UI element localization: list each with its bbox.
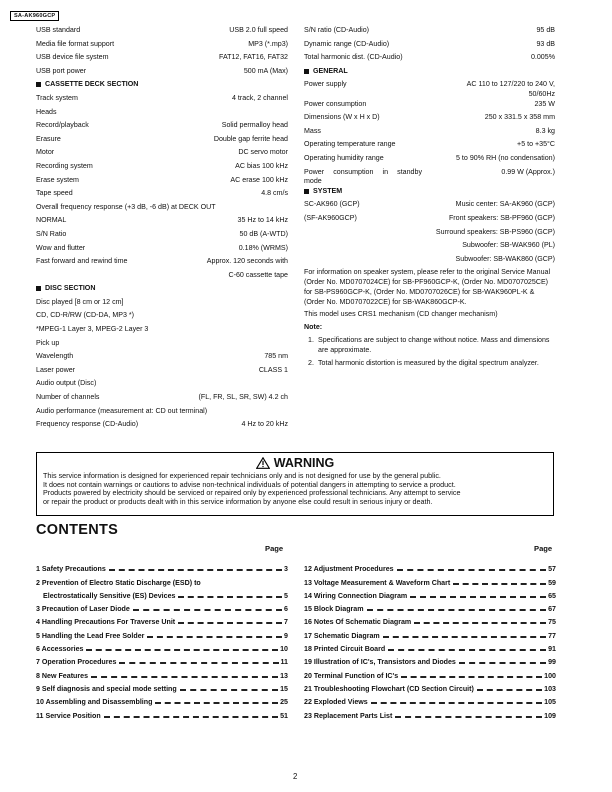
spec-row	[36, 216, 288, 230]
toc-entry-page: 67	[548, 605, 556, 614]
spec-label: NORMAL	[36, 216, 67, 225]
spec-value: 785 nm	[264, 352, 288, 361]
toc-entry[interactable]	[36, 613, 288, 626]
spec-row	[36, 176, 288, 190]
spec-row	[36, 135, 288, 149]
spec-label: S/N ratio (CD-Audio)	[304, 26, 370, 34]
toc-entry-title: 14 Wiring Connection Diagram	[304, 591, 408, 600]
spec-label: Wow and flutter	[36, 243, 86, 252]
spec-label: Fast forward and rewind time	[36, 257, 128, 266]
toc-leader	[367, 609, 547, 611]
section-heading	[36, 284, 288, 298]
toc-leader	[371, 702, 542, 704]
spec-row	[36, 420, 288, 434]
spec-value: 250 x 331.5 x 358 mm	[484, 113, 555, 122]
page-column-label-right: Page	[534, 544, 553, 553]
toc-entry-title: 8 New Features	[36, 671, 89, 680]
spec-value: Double gap ferrite head	[213, 134, 288, 143]
spec-label	[304, 168, 422, 187]
toc-entry[interactable]	[36, 600, 288, 613]
spec-value: 8.3 kg	[535, 126, 555, 135]
toc-entry[interactable]	[36, 573, 288, 586]
toc-leader	[383, 636, 546, 638]
toc-entry[interactable]	[36, 640, 288, 653]
toc-entry-page: 5	[284, 591, 288, 600]
note-title: Note:	[304, 323, 323, 332]
toc-leader	[178, 622, 282, 624]
spec-value: 4.8 cm/s	[261, 189, 288, 198]
toc-entry-page: 59	[548, 578, 556, 587]
spec-value: USB 2.0 full speed	[229, 26, 288, 34]
spec-label: USB standard	[36, 26, 81, 34]
toc-entry-page: 6	[284, 605, 288, 614]
spec-row	[36, 366, 288, 380]
toc-left	[36, 560, 288, 720]
section-heading	[304, 67, 555, 81]
toc-entry[interactable]	[304, 626, 556, 639]
spec-value: 0.005%	[530, 53, 555, 62]
toc-entry-title: 17 Schematic Diagram	[304, 631, 380, 640]
toc-entry-page: 7	[284, 618, 288, 627]
spec-value-line: AC 110 to 127/220 to 240 V,	[466, 80, 555, 89]
square-bullet-icon	[36, 82, 41, 87]
toc-leader	[178, 596, 282, 598]
toc-entry-title: Electrostatically Sensitive (ES) Devices	[43, 591, 176, 600]
spec-label: Total harmonic dist. (CD-Audio)	[304, 53, 403, 62]
spec-value: 93 dB	[536, 39, 555, 48]
toc-leader	[477, 689, 542, 691]
spec-label: Operating temperature range	[304, 140, 396, 149]
spec-value: Solid permalloy head	[221, 121, 288, 130]
spec-value: AC erase 100 kHz	[230, 175, 288, 184]
spec-row	[304, 100, 555, 114]
spec-row	[36, 230, 288, 244]
warning-triangle-icon	[256, 457, 270, 469]
note-item	[308, 336, 555, 356]
spec-row	[36, 53, 288, 67]
toc-entry-title: 3 Precaution of Laser Diode	[36, 605, 130, 614]
toc-leader	[180, 689, 278, 691]
spec-label: USB device file system	[36, 53, 109, 62]
spec-row	[304, 40, 555, 54]
toc-entry-page: 9	[284, 631, 288, 640]
toc-entry-title: 19 Illustration of IC's, Transistors and Diodes	[304, 658, 456, 667]
toc-entry-title: 11 Service Position	[36, 711, 101, 720]
spec-value: 95 dB	[536, 26, 555, 34]
note-text: Total harmonic distortion is measured by the digital spectrum analyzer.	[318, 358, 539, 367]
toc-entry-title: 12 Adjustment Procedures	[304, 565, 394, 574]
note-number: 2.	[308, 358, 314, 367]
warning-line: Products powered by electricity should be serviced or repaired only by experienced professional technicians. Any attempt to service	[43, 488, 461, 498]
spec-value: +5 to +35°C	[517, 140, 555, 149]
section-title: GENERAL	[313, 66, 348, 75]
spec-value: Front speakers: SB-PF960 (GCP)	[448, 213, 555, 222]
toc-leader	[155, 702, 278, 704]
toc-entry-page: 3	[284, 565, 288, 574]
spec-label: Mass	[304, 126, 321, 135]
spec-line: Audio output (Disc)	[36, 379, 97, 388]
toc-leader	[414, 622, 546, 624]
spec-row	[36, 352, 288, 366]
spec-row	[36, 108, 288, 122]
square-bullet-icon	[304, 69, 309, 74]
spec-label: Tape speed	[36, 189, 73, 198]
spec-row	[36, 257, 288, 271]
toc-leader	[388, 649, 546, 651]
toc-right	[304, 560, 556, 720]
spec-label: Motor	[36, 148, 55, 157]
spec-label: Frequency response (CD-Audio)	[36, 420, 139, 429]
toc-entry-page: 77	[548, 631, 556, 640]
spec-row	[304, 127, 555, 141]
toc-leader	[410, 596, 546, 598]
toc-leader	[459, 662, 546, 664]
toc-entry-title: 1 Safety Precautions	[36, 565, 106, 574]
spec-value: Approx. 120 seconds with	[206, 257, 288, 266]
spec-row	[304, 255, 555, 269]
spec-label: Record/playback	[36, 121, 89, 130]
toc-entry[interactable]	[36, 680, 288, 693]
page-column-label-left: Page	[265, 544, 284, 553]
toc-entry-page: 99	[548, 658, 556, 667]
spec-row	[304, 140, 555, 154]
spec-value: 235 W	[534, 99, 555, 108]
spec-row	[36, 94, 288, 108]
spec-value: FAT12, FAT16, FAT32	[219, 53, 288, 62]
toc-entry-page: 103	[544, 684, 556, 693]
spec-value: 4 track, 2 channel	[232, 93, 288, 102]
spec-value: DC servo motor	[238, 148, 288, 157]
spec-list-right	[304, 26, 555, 268]
section-title: SYSTEM	[313, 186, 343, 195]
spec-row	[304, 214, 555, 228]
contents-title: CONTENTS	[36, 522, 119, 538]
toc-leader	[109, 569, 282, 571]
spec-line: Pick up	[36, 338, 60, 347]
spec-label: Erasure	[36, 134, 61, 143]
warning-line: It does not contain warnings or cautions to advise non-technical individuals of potential dangers in attempting to service a product.	[43, 479, 456, 489]
spec-label: Track system	[36, 93, 78, 102]
spec-label: Power supply	[304, 80, 347, 89]
toc-entry[interactable]	[304, 573, 556, 586]
toc-entry-page: 100	[544, 671, 556, 680]
spec-label: Recording system	[36, 161, 93, 170]
spec-label: USB port power	[36, 66, 87, 75]
toc-entry-page: 10	[280, 645, 288, 654]
spec-value: 0.18% (WRMS)	[238, 243, 288, 252]
spec-row	[36, 40, 288, 54]
spec-value: 4 Hz to 20 kHz	[241, 420, 288, 429]
spec-label: (SF-AK960GCP)	[304, 213, 357, 222]
spec-value: 50 dB (A-WTD)	[239, 229, 288, 238]
spec-column-right	[304, 26, 555, 371]
toc-entry-page: 57	[548, 565, 556, 574]
spec-label: Media file format support	[36, 39, 115, 48]
toc-entry[interactable]	[36, 706, 288, 719]
spec-row	[304, 26, 555, 40]
toc-entry-page: 25	[280, 698, 288, 707]
toc-leader	[453, 583, 546, 585]
toc-entry[interactable]	[304, 640, 556, 653]
spec-value: 35 Hz to 14 kHz	[237, 216, 288, 225]
warning-line: This service information is designed for experienced repair technicians only and is not designed for use by the general public.	[43, 471, 441, 480]
spec-label: Number of channels	[36, 393, 100, 402]
square-bullet-icon	[304, 189, 309, 194]
toc-entry-title: 23 Replacement Parts List	[304, 711, 393, 720]
note-text: Specifications are subject to change without notice. Mass and dimensions are approximate.	[318, 336, 550, 354]
warning-title: WARNING	[273, 456, 335, 470]
toc-entry-title: 4 Handling Precautions For Traverse Unit	[36, 618, 176, 627]
toc-entry[interactable]	[304, 666, 556, 679]
toc-entry-page: 75	[548, 618, 556, 627]
toc-entry[interactable]	[36, 560, 288, 573]
spec-row	[304, 113, 555, 127]
toc-entry-page: 105	[544, 698, 556, 707]
spec-line: CD, CD-R/RW (CD-DA, MP3 *)	[36, 311, 134, 320]
spec-label: Laser power	[36, 365, 76, 374]
spec-column-left	[36, 26, 288, 434]
toc-entry-page: 15	[280, 684, 288, 693]
spec-row	[36, 121, 288, 135]
toc-leader	[91, 676, 278, 678]
spec-label: Wavelength	[36, 352, 74, 361]
spec-row	[36, 26, 288, 40]
toc-entry-title: 15 Block Diagram	[304, 605, 364, 614]
spec-value: MP3 (*.mp3)	[248, 39, 288, 48]
section-heading	[36, 80, 288, 94]
spec-label: Power consumption	[304, 99, 367, 108]
spec-line: *MPEG-1 Layer 3, MPEG-2 Layer 3	[36, 325, 149, 334]
spec-value: CLASS 1	[258, 365, 288, 374]
spec-label: Dimensions (W x H x D)	[304, 113, 380, 122]
toc-entry[interactable]	[304, 600, 556, 613]
spec-value: AC bias 100 kHz	[235, 161, 288, 170]
spec-value: 5 to 90% RH (no condensation)	[456, 153, 555, 162]
toc-entry-title: 21 Troubleshooting Flowchart (CD Section Circuit)	[304, 684, 474, 693]
spec-row	[36, 148, 288, 162]
speaker-info-paragraph: For information on speaker system, please refer to the original Service Manual (Order No. MD0707024CE) for SB-PF960GCP-K, (Order No. MD0707025CE) for SB-PS960GCP-K, (Order No. MD0707026CE) for SB-WAK960PL-K & (Order No. MD0707022CE) for SB-WAK860GCP-K.	[304, 268, 551, 306]
toc-leader	[133, 609, 282, 611]
toc-leader	[395, 716, 542, 718]
spec-row	[304, 168, 555, 187]
toc-entry[interactable]	[304, 587, 556, 600]
toc-entry-title: 7 Operation Procedures	[36, 658, 117, 667]
spec-row	[36, 271, 288, 285]
spec-row	[304, 80, 555, 99]
toc-entry-title: 20 Terminal Function of IC's	[304, 671, 399, 680]
spec-label: S/N Ratio	[36, 229, 67, 238]
toc-entry-title: 2 Prevention of Electro Static Discharge (ESD) to	[36, 578, 201, 587]
spec-label: Operating humidity range	[304, 153, 384, 162]
warning-line: or repair the product or products dealt with in this service information by anyone else could result in serious injury or death.	[43, 496, 433, 506]
toc-entry-page: 65	[548, 591, 556, 600]
toc-entry-title: 22 Exploded Views	[304, 698, 368, 707]
toc-entry-title: 13 Voltage Measurement & Waveform Chart	[304, 578, 451, 587]
spec-value: 0.99 W (Approx.)	[501, 167, 555, 176]
toc-leader	[119, 662, 278, 664]
spec-label: Heads	[36, 107, 57, 116]
toc-entry[interactable]	[36, 693, 288, 706]
spec-row	[36, 244, 288, 258]
spec-row	[304, 241, 555, 255]
spec-line: Audio performance (measurement at: CD out terminal)	[36, 406, 208, 415]
toc-entry[interactable]	[304, 613, 556, 626]
model-tag: SA-AK960GCP	[10, 11, 59, 21]
toc-entry-page: 11	[280, 658, 288, 667]
toc-entry-title: 5 Handling the Lead Free Solder	[36, 631, 145, 640]
warning-box	[36, 452, 554, 516]
toc-entry[interactable]	[304, 680, 556, 693]
toc-entry-page: 109	[544, 711, 556, 720]
page-number: 2	[293, 772, 298, 781]
toc-entry[interactable]	[304, 706, 556, 719]
spec-value-line: 50/60Hz	[528, 89, 555, 98]
toc-leader	[86, 649, 278, 651]
spec-value: Surround speakers: SB-PS960 (GCP)	[435, 227, 555, 236]
toc-entry-page: 13	[280, 671, 288, 680]
square-bullet-icon	[36, 286, 41, 291]
spec-row	[304, 200, 555, 214]
toc-entry-title: 9 Self diagnosis and special mode setting	[36, 684, 177, 693]
spec-value: (FL, FR, SL, SR, SW) 4.2 ch	[198, 393, 288, 402]
spec-label: Dynamic range (CD-Audio)	[304, 39, 390, 48]
toc-entry[interactable]	[304, 693, 556, 706]
spec-row	[304, 154, 555, 168]
spec-row	[36, 189, 288, 203]
spec-label: SC-AK960 (GCP)	[304, 200, 360, 209]
toc-entry-title: 6 Accessories	[36, 645, 84, 654]
toc-entry[interactable]	[36, 653, 288, 666]
spec-line: Disc played [8 cm or 12 cm]	[36, 297, 124, 306]
toc-entry[interactable]	[36, 626, 288, 639]
spec-row	[36, 162, 288, 176]
spec-label-line: mode	[304, 177, 322, 186]
toc-entry[interactable]	[304, 653, 556, 666]
section-heading	[304, 187, 555, 201]
toc-entry-title: 18 Printed Circuit Board	[304, 645, 386, 654]
spec-row	[36, 67, 288, 81]
spec-value: Subwoofer: SB-WAK860 (GCP)	[455, 254, 555, 263]
toc-entry[interactable]	[304, 560, 556, 573]
toc-entry[interactable]	[36, 666, 288, 679]
spec-line: Overall frequency response (+3 dB, -6 dB) at DECK OUT	[36, 202, 216, 211]
toc-leader	[401, 676, 542, 678]
warning-text	[37, 470, 553, 506]
mechanism-paragraph: This model uses CRS1 mechanism (CD changer mechanism)	[304, 310, 498, 319]
spec-value: Subwoofer: SB-WAK960 (PL)	[462, 241, 555, 250]
spec-value: 500 mA (Max)	[243, 66, 288, 75]
toc-entry[interactable]	[36, 587, 288, 600]
spec-row	[36, 393, 288, 407]
toc-entry-page: 91	[548, 645, 556, 654]
note-item	[308, 359, 555, 369]
toc-entry-page: 51	[280, 711, 288, 720]
spec-row	[304, 53, 555, 67]
spec-value	[467, 80, 555, 99]
spec-label-line: Power consumption in standby	[304, 167, 422, 176]
toc-entry-title: 16 Notes Of Schematic Diagram	[304, 618, 412, 627]
note-number: 1.	[308, 336, 314, 345]
spec-row	[304, 228, 555, 242]
spec-value: Music center: SA-AK960 (GCP)	[455, 200, 555, 209]
spec-label: Erase system	[36, 175, 79, 184]
toc-entry-title: 10 Assembling and Disassembling	[36, 698, 153, 707]
toc-leader	[104, 716, 278, 718]
spec-value: C-60 cassette tape	[228, 270, 288, 279]
toc-leader	[147, 636, 282, 638]
section-title: CASSETTE DECK SECTION	[45, 80, 139, 89]
toc-leader	[397, 569, 546, 571]
section-title: DISC SECTION	[45, 284, 96, 293]
warning-heading	[37, 456, 553, 470]
